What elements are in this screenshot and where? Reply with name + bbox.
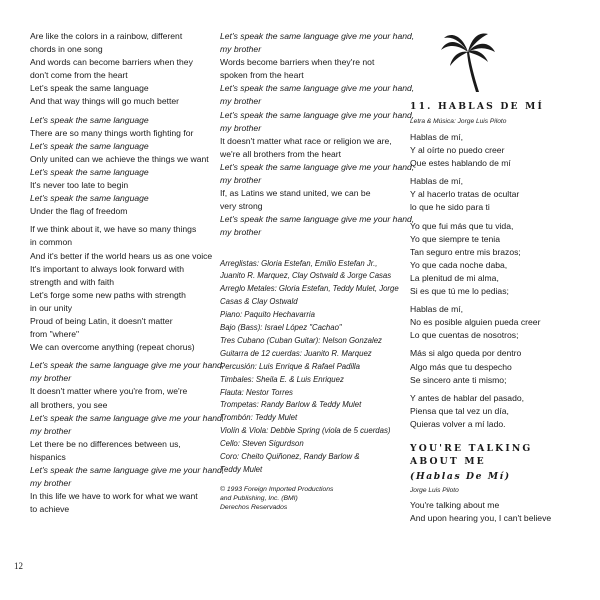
lyric-line: Let's speak the same language give me your hand, [220, 83, 415, 94]
song-byline: Letra & Música: Jorge Luis Piloto [410, 118, 507, 125]
palm-tree-icon [440, 30, 496, 94]
credit-line: Flauta: Nestor Torres [220, 387, 293, 397]
lyric-line: Are like the colors in a rainbow, different [30, 31, 183, 41]
lyric-line: in common [30, 237, 73, 248]
lyric-line: very strong [220, 201, 263, 212]
lyric-line: hispanics [30, 451, 66, 462]
lyric-line: Si es que tú me lo pedias; [410, 286, 509, 297]
lyric-line: lo que he sido para ti [410, 202, 490, 213]
copyright-line: Derechos Reservados [220, 504, 288, 512]
lyric-line: Y al hacerlo tratas de ocultar [410, 189, 520, 200]
credit-line: Bajo (Bass): Israel López "Cachao" [220, 323, 342, 333]
lyric-line: You're talking about me [410, 499, 500, 510]
lyric-line: Let's speak the same language [30, 83, 149, 94]
lyric-line: If we think about it, we have so many things [30, 224, 197, 235]
credit-line: Timbales: Sheila E. & Luis Enriquez [220, 374, 344, 384]
credit-line: Teddy Mulet [220, 465, 263, 474]
lyric-line: Yo que fui más que tu vida, [410, 220, 514, 231]
lyric-line: If, as Latins we stand united, we can be [220, 188, 371, 199]
lyric-line: don't come from the heart [30, 70, 128, 81]
lyric-line: Quieras volver a mí lado. [410, 418, 506, 429]
english-lyrics [410, 499, 590, 525]
copyright-line: and Publishing, Inc. (BMI) [220, 495, 298, 503]
english-song-byline: Jorge Luis Piloto [410, 486, 459, 494]
lyric-line: Lo que cuentas de nosotros; [410, 330, 519, 341]
lyric-line: in our unity [30, 302, 73, 313]
lyric-line: Proud of being Latin, it doesn't matter [30, 315, 173, 326]
credit-line: Arreglo Metales: Gloria Estefan, Teddy Mulet, Jorge [220, 284, 399, 294]
lyric-line: And words can become barriers when they [30, 57, 193, 68]
lyric-line: Let's speak the same language give me your hand, [220, 161, 415, 172]
lyric-line: Let's forge some new paths with strength [30, 289, 186, 300]
lyric-line: Words become barriers when they're not [220, 57, 375, 68]
credit-line: Coro: Cheito Quiñonez, Randy Barlow & [220, 452, 360, 462]
lyric-line: Let's speak the same language give me your hand, [30, 412, 225, 423]
lyric-line: Yo que cada noche daba, [410, 259, 508, 270]
lyric-line: Piensa que tal vez un día, [410, 405, 509, 416]
lyrics-column-left [30, 30, 225, 516]
lyric-line: Y al oírte no puedo creer [410, 145, 505, 156]
lyric-line: spoken from the heart [220, 70, 304, 81]
lyric-line: Let's speak the same language [30, 193, 149, 204]
lyric-line: Let's speak the same language give me your hand, [220, 31, 415, 41]
lyric-line: to achieve [30, 504, 70, 515]
lyric-line: Hablas de mí, [410, 304, 464, 315]
lyric-line: It's important to always look forward with [30, 263, 184, 274]
credit-line: Cello: Steven Sigurdson [220, 439, 304, 449]
credits-block [220, 258, 408, 477]
lyric-line: my brother [30, 478, 72, 489]
credit-line: Juanito R. Marquez, Clay Ostwald & Jorge Casas [220, 271, 392, 281]
page-number: 12 [14, 561, 23, 571]
lyric-line: Let's speak the same language give me your hand, [30, 465, 225, 475]
lyric-line: we're all brothers from the heart [220, 148, 342, 159]
lyric-line: No es posible alguien pueda creer [410, 317, 541, 328]
credit-line: Arreglistas: Gloria Estefan, Emilio Estefan Jr., [220, 258, 378, 268]
english-song-title-line2: ABOUT ME [410, 455, 486, 467]
lyric-line: Yo que siempre te tenia [410, 233, 500, 244]
lyrics-column-middle [220, 30, 415, 513]
lyric-line: We can overcome anything (repeat chorus) [30, 342, 195, 353]
lyric-line: all brothers, you see [30, 399, 108, 410]
copyright-notice [220, 485, 408, 513]
lyric-line: It doesn't matter where you're from, we're [30, 386, 188, 397]
lyric-line: from "where" [30, 329, 80, 340]
lyric-line: Let's speak the same language [30, 166, 149, 177]
lyric-line: Hablas de mí, [410, 176, 464, 187]
lyric-line: chords in one song [30, 44, 103, 55]
lyric-line: And that way things will go much better [30, 96, 180, 107]
credit-line: Trombón: Teddy Mulet [220, 413, 298, 423]
credit-line: Violín & Viola: Debbie Spring (viola de 5 cuerdas) [220, 426, 391, 436]
credit-line: Tres Cubano (Cuban Guitar): Nelson Gonzalez [220, 335, 382, 345]
lyric-line: strength and with faith [30, 276, 115, 287]
lyric-line: It doesn't matter what race or religion we are, [220, 135, 392, 146]
lyrics-column-right [410, 30, 590, 525]
lyric-line: And upon hearing you, I can't believe [410, 513, 552, 524]
lyrics-block [220, 30, 415, 240]
credit-line: Guitarra de 12 cuerdas: Juanito R. Marquez [220, 348, 372, 358]
song-title: 11. HABLAS DE MÍ [410, 101, 545, 112]
lyric-line: my brother [220, 175, 262, 186]
lyric-line: Tan seguro entre mis brazos; [410, 246, 521, 257]
lyric-line: my brother [220, 96, 262, 107]
lyric-line: my brother [30, 373, 72, 384]
lyric-line: Under the flag of freedom [30, 206, 128, 217]
english-song-subtitle: (Hablas De Mí) [410, 470, 511, 482]
lyric-line: Se sincero ante ti mismo; [410, 374, 507, 385]
lyric-line: Que estes hablando de mí [410, 158, 511, 169]
credit-line: Piano: Paquito Hechavarria [220, 310, 315, 320]
lyric-line: Only united can we achieve the things we want [30, 153, 209, 164]
credit-line: Casas & Clay Ostwald [220, 297, 298, 307]
lyric-line: Let's speak the same language [30, 140, 149, 151]
lyric-line: Let's speak the same language give me your hand, [30, 360, 225, 371]
lyric-line: my brother [30, 425, 72, 436]
lyric-line: Let's speak the same language give me your hand, [220, 109, 415, 120]
lyric-line: And it's better if the world hears us as one voice [30, 250, 213, 261]
lyric-line: Y antes de hablar del pasado, [410, 392, 525, 403]
lyric-line: La plenitud de mi alma, [410, 272, 499, 283]
spanish-lyrics [410, 131, 590, 431]
lyric-line: my brother [220, 44, 262, 55]
lyric-line: Hablas de mí, [410, 132, 464, 142]
lyric-line: Algo más que tu despecho [410, 361, 512, 372]
credit-line: Trompetas: Randy Barlow & Teddy Mulet [220, 400, 362, 410]
lyric-line: Let there be no differences between us, [30, 438, 181, 449]
lyric-line: my brother [220, 227, 262, 238]
lyric-line: my brother [220, 122, 262, 133]
lyric-line: In this life we have to work for what we want [30, 491, 198, 502]
english-song-title-line1: YOU'RE TALKING [410, 442, 533, 454]
credit-line: Percusión: Luis Enrique & Rafael Padilla [220, 361, 360, 371]
lyric-line: It's never too late to begin [30, 180, 129, 191]
copyright-line: © 1993 Foreign Imported Productions [220, 485, 334, 493]
lyric-line: Let's speak the same language [30, 114, 149, 125]
lyric-line: Más si algo queda por dentro [410, 348, 522, 359]
lyric-line: Let's speak the same language give me your hand, [220, 214, 415, 225]
lyric-line: There are so many things worth fighting for [30, 127, 194, 138]
